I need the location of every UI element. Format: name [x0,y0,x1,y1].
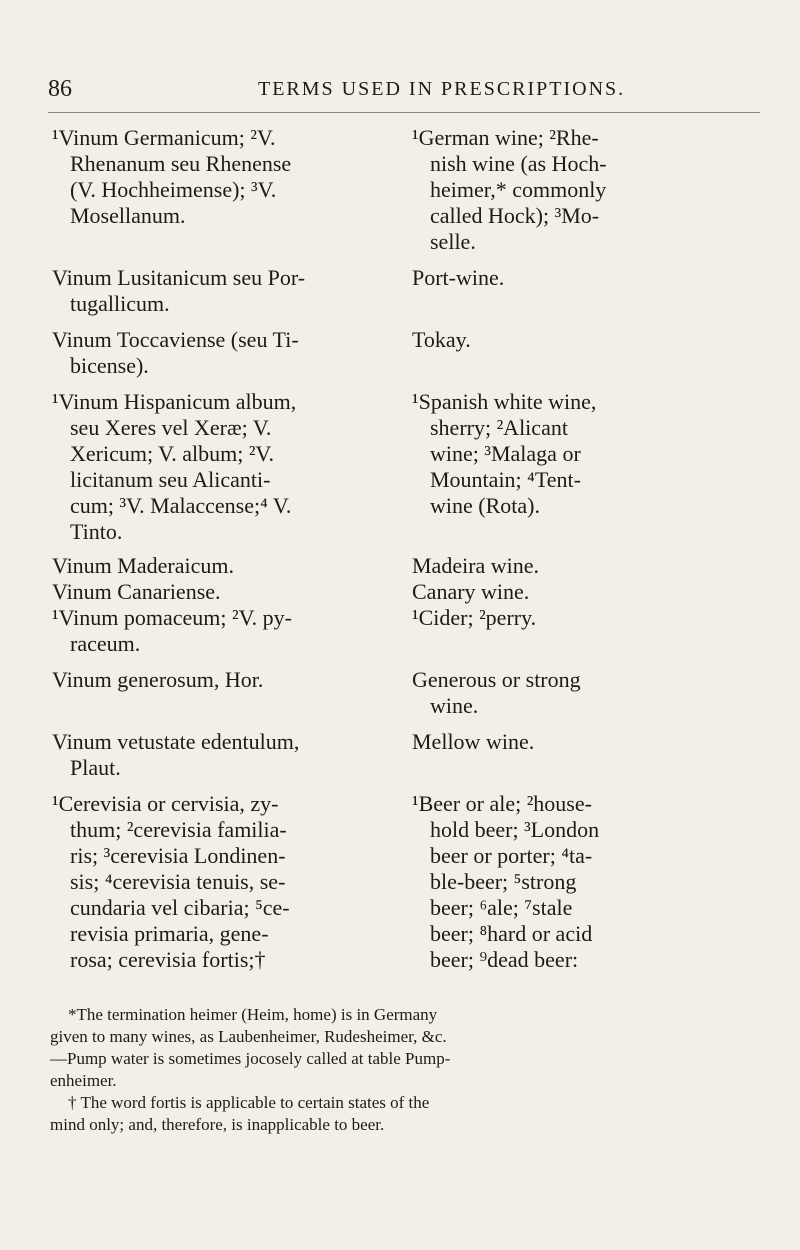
english-term [412,327,772,353]
footnote-line: mind only; and, therefore, is inapplicable to beer. [50,1115,385,1134]
english-term [412,265,772,291]
glossary-entry [52,605,772,657]
latin-line: seu Xeres vel Xeræ; V. [70,415,272,440]
latin-line: Vinum Canariense. [52,579,221,604]
footnote [50,1004,762,1092]
latin-line: (V. Hochheimense); ³V. [70,177,277,202]
english-line: beer or porter; ⁴ta- [430,843,593,868]
glossary-entry [52,791,772,973]
english-term [412,579,772,605]
english-line: ¹German wine; ²Rhe- [412,125,599,150]
english-term [412,389,772,519]
page-number: 86 [48,76,72,102]
latin-term [52,389,412,545]
english-line: hold beer; ³London [430,817,600,842]
running-title: TERMS USED IN PRESCRIPTIONS. [258,78,626,100]
english-line: Mountain; ⁴Tent- [430,467,581,492]
glossary-entry [52,265,772,317]
footnote-line: † The word fortis is applicable to certain states of the [68,1093,430,1112]
latin-term [52,553,412,579]
latin-line: revisia primaria, gene- [70,921,269,946]
latin-line: Vinum Maderaicum. [52,553,234,578]
latin-line: ¹Vinum Germanicum; ²V. [52,125,276,150]
latin-term [52,327,412,379]
header-rule [48,112,760,113]
english-line: ¹Cider; ²perry. [412,605,537,630]
english-term [412,553,772,579]
glossary-entry [52,729,772,781]
english-line: wine. [430,693,479,718]
english-line: ble-beer; ⁵strong [430,869,577,894]
latin-line: bicense). [70,353,149,378]
english-term [412,729,772,755]
glossary-entry [52,553,772,579]
english-line: Port-wine. [412,265,505,290]
footnote-line: —Pump water is sometimes jocosely called at table Pump- [50,1049,451,1068]
latin-line: ris; ³cerevisia Londinen- [70,843,286,868]
english-term [412,667,772,719]
footnote [50,1092,762,1136]
english-line: nish wine (as Hoch- [430,151,607,176]
latin-term [52,791,412,973]
english-line: called Hock); ³Mo- [430,203,600,228]
latin-line: Rhenanum seu Rhenense [70,151,292,176]
glossary-entry [52,579,772,605]
latin-term [52,579,412,605]
latin-line: ¹Vinum Hispanicum album, [52,389,297,414]
english-line: beer; ⁶ale; ⁷stale [430,895,573,920]
english-line: ¹Beer or ale; ²house- [412,791,592,816]
latin-line: raceum. [70,631,141,656]
glossary-entry [52,389,772,545]
glossary-entry [52,327,772,379]
latin-term [52,265,412,317]
english-term [412,605,772,631]
english-term [412,791,772,973]
latin-line: tugallicum. [70,291,170,316]
latin-line: ¹Cerevisia or cervisia, zy- [52,791,279,816]
english-line: Mellow wine. [412,729,535,754]
english-line: Madeira wine. [412,553,540,578]
latin-line: Xericum; V. album; ²V. [70,441,274,466]
latin-term [52,729,412,781]
latin-line: Vinum Lusitanicum seu Por- [52,265,306,290]
footnotes [50,1004,762,1136]
latin-line: rosa; cerevisia fortis;† [70,947,266,972]
latin-line: sis; ⁴cerevisia tenuis, se- [70,869,286,894]
latin-line: licitanum seu Alicanti- [70,467,271,492]
english-line: Generous or strong [412,667,581,692]
english-line: wine; ³Malaga or [430,441,581,466]
english-line: Canary wine. [412,579,530,604]
glossary-entry [52,125,772,255]
latin-term [52,667,412,693]
english-line: beer; ⁹dead beer: [430,947,579,972]
footnote-line: *The termination heimer (Heim, home) is in Germany [68,1005,438,1024]
latin-line: Tinto. [70,519,123,544]
latin-line: Mosellanum. [70,203,186,228]
english-line: beer; ⁸hard or acid [430,921,593,946]
latin-term [52,605,412,657]
latin-line: Vinum Toccaviense (seu Ti- [52,327,299,352]
latin-line: cum; ³V. Malaccense;⁴ V. [70,493,292,518]
english-line: sherry; ²Alicant [430,415,568,440]
footnote-line: enheimer. [50,1071,117,1090]
latin-line: cundaria vel cibaria; ⁵ce- [70,895,290,920]
latin-line: Vinum vetustate edentulum, [52,729,300,754]
latin-line: ¹Vinum pomaceum; ²V. py- [52,605,292,630]
latin-line: Vinum generosum, Hor. [52,667,264,692]
glossary-entry [52,667,772,719]
english-line: ¹Spanish white wine, [412,389,597,414]
footnote-line: given to many wines, as Laubenheimer, Rudesheimer, &c. [50,1027,447,1046]
latin-term [52,125,412,229]
glossary-entries [52,125,772,973]
english-term [412,125,772,255]
english-line: wine (Rota). [430,493,540,518]
latin-line: thum; ²cerevisia familia- [70,817,287,842]
english-line: selle. [430,229,476,254]
latin-line: Plaut. [70,755,121,780]
english-line: Tokay. [412,327,471,352]
page-header [48,76,760,106]
english-line: heimer,* commonly [430,177,607,202]
